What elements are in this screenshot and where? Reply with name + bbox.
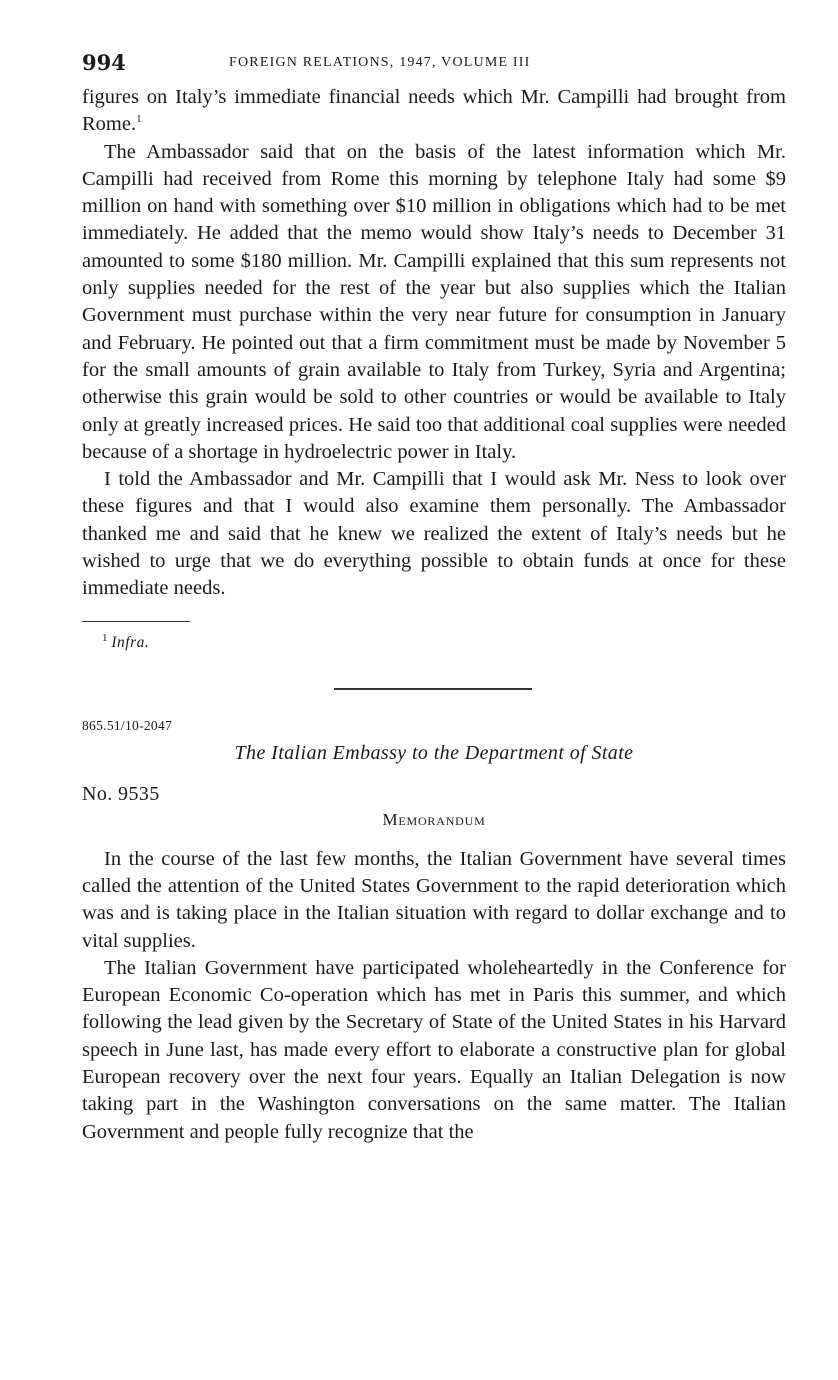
memorandum-heading: Memorandum (382, 809, 486, 829)
footnote-text: Infra. (111, 633, 150, 651)
section-divider (334, 688, 532, 690)
paragraph-memo-conference: The Italian Government have participated wholeheartedly in the Conference for European Economic Co-operation which has met in Paris this summer, and which following the lead given by the Secretary of State of the United States in his Harvard speech in June last, has made every effort to elaborate a constructive plan for global European recovery over the next four years. Equally an Italian Delegation is now taking part in the Washington conversations on the same matter. The Italian Government and people fully recognize that the (82, 956, 786, 1143)
document-title: The Italian Embassy to the Department of State (234, 741, 634, 764)
paragraph-memo-intro: In the course of the last few months, the Italian Government have several times called the attention of the United States Government to the rapid deterioration which was and is taking place in the Italian situation with regard to dollar exchange and to vital supplies. (82, 847, 786, 952)
page-number: 994 (82, 50, 126, 75)
footnote-reference[interactable]: 1 (136, 113, 142, 126)
document-number: No. 9535 (82, 782, 160, 805)
document-page (82, 50, 786, 1146)
running-head: FOREIGN RELATIONS, 1947, VOLUME III (229, 55, 531, 70)
document-file-number: 865.51/10-2047 (82, 717, 173, 733)
paragraph-reply: I told the Ambassador and Mr. Campilli that I would ask Mr. Ness to look over these figures and that I would also examine them personally. The Ambassador thanked me and said that he knew we realized the extent of Italy’s needs but he wished to urge that we do everything possible to obtain funds at once for these immediate needs. (82, 468, 786, 600)
paragraph-text: figures on Italy’s immediate financial needs which Mr. Campilli had brought from Rome. (82, 86, 786, 136)
footnote (82, 631, 786, 652)
footnote-divider (82, 621, 190, 622)
paragraph-ambassador-statement: The Ambassador said that on the basis of the latest information which Mr. Campilli had received from Rome this morning by telephone Italy had some $9 million on hand with something over $10 million in obligations which had to be met immediately. He added that the memo would show Italy’s needs to December 31 amounted to some $180 million. Mr. Campilli explained that this sum represents not only supplies needed for the rest of the year but also supplies which the Italian Government must purchase within the very near future for consumption in January and February. He pointed out that a firm commitment must be made by November 5 for the small amounts of grain available to Italy from Turkey, Syria and Argentina; otherwise this grain would be sold to other countries or would be available to Italy only at greatly increased prices. He said too that additional coal supplies were needed because of a shortage in hydroelectric power in Italy. (82, 140, 786, 463)
page-header (82, 50, 786, 84)
footnote-mark: 1 (102, 631, 108, 644)
paragraph-continuation (82, 84, 786, 139)
